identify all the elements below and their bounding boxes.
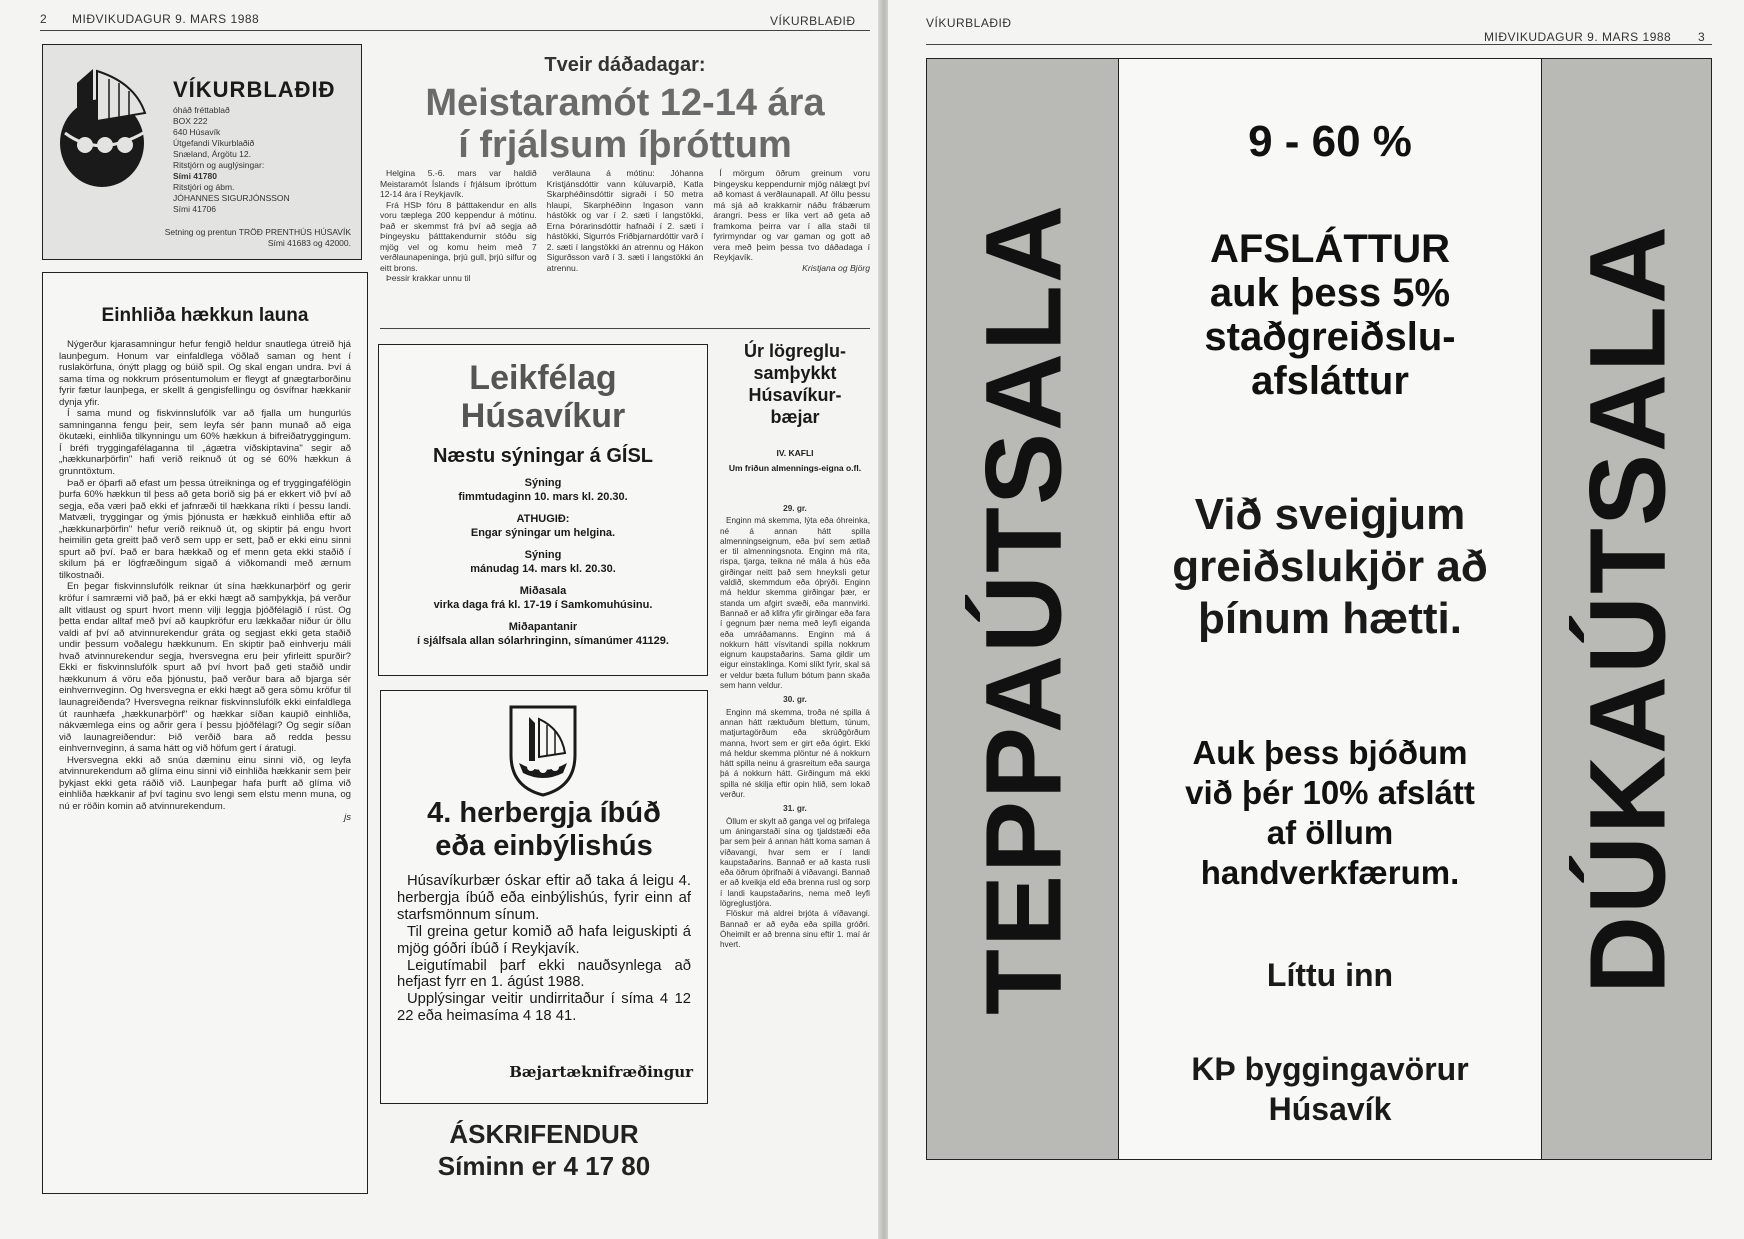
chapter-number: IV. KAFLI (776, 448, 814, 458)
leikfelag-ad (378, 344, 708, 676)
section-text: Flöskur má aldrei brjóta á víðavangi. Bannað er að eyða eða spilla gróðri. Óheimilt er að brenna sinu eftir 1. maí ár hvert. (720, 909, 870, 950)
editorial-paragraph: En þegar fiskvinnslufólk reiknar út sína hækkunarþörf og gerir kröfur í samræmi við það, þá er ekki hægt að samþykkja, þá verður allt vitlaust og spurt hvort menn vilji leggja þjóðfélagið í rúst. Og þetta endar alltaf með því að kaupkröfur eru lækkaðar niður úr öllu valdi af því að atvinnurekendur gráta og segjast ekki geta staðið undir þessum voðalegu hækkunum. En skiptir það einhverju máli hvað atvinnurekendur segja, hversvegna eru þeir yfirleitt spurðir? Ekki er fiskvinnslufólk spurt að því hvort það geti staðið undir hækkunum á vöru eða þjónustu, það verður bara að bjarga sér einhvernveginn. Og hversvegna er ekki hægt að gera sömu kröfur til launagreiðenda? Hversvegna reiknar fiskvinnslufólk ekki einfaldlega út raunhæfa „hækkunarþörf" og hækkar síðan kaupið einhliða, nákvæmlega eins og aðrir gera í þessu þjóðfélagi? Og segir síðan við launagreiðendur: Þið verðið bara að redda þessu einhvernveginn, á sama hátt og við höfum gert í áratugi. (59, 581, 351, 755)
ticket-sales-text: virka daga frá kl. 17-19 í Samkomuhúsinu. (433, 599, 653, 611)
payment-line: greiðslukjör að (1172, 542, 1488, 591)
header-rule (926, 44, 1712, 45)
show-date: mánudag 14. mars kl. 20.30. (470, 563, 616, 575)
subscribers-phone: Síminn er 4 17 80 (437, 1151, 651, 1181)
tools-line: af öllum (1266, 814, 1394, 851)
section-text: Enginn má skemma, troða né spilla á annan hátt ræktuðum blettum, túnum, matjurtagörðum eða skrúðgörðum manna, hvort sem er girt eða ógirt. Ekki má heldur skemma plöntur né á nokkurn hátt spilla neinu á grasreitum eða saurga þá á nokkurn hátt. Girðingum má ekki spilla né skilja eftir opin hlið, sem lokað verður. (720, 707, 870, 800)
section-text: Enginn má skemma, lýta eða óhreinka, né á annan hátt spilla almenningseignum, eða því sem ætlað er til almenningsnota. Enginn má rita, rispa, tjarga, teikna né mála á hús eða girðingar neitt það sem hneyksli getur valdið, skemmdum eða óþrýði. Enginn má heldur skemma girðingar þær, er standa um afgirt svæði, eða mannvirki. Bannað er að klifra yfir girðingar eða fara í gegnum þær nema með leyfi eiganda eða umráðamanns. Enginn má á nokkurn hátt vísvitandi spilla nokkrum eignum kaupstaðarins. Sama gildir um eigur einstaklinga. Komi slíkt fyrir, skal sá er veldur bæta fullum bótum þann skaða sem hann veldur. (720, 516, 870, 691)
discount-line: auk þess 5% (1209, 271, 1451, 315)
town-crest-icon (505, 703, 581, 797)
housing-paragraph: Leigutímabil þarf ekki nauðsynlega að hefjast fyrr en 1. ágúst 1988. (397, 957, 691, 991)
editorial-paragraph: Það er óþarfi að efast um þessa útreikninga og ef tryggingafélögin þurfa 60% hækkun til þess að geta borið sig þá er ekkert við því að segja, eða væri það ekki ef jafnræði til hækkana ríkti í þessu landi. Matvæli, tryggingar og ýmis þjónusta er hækkuð einhliða eftir að „hækkunarþörfin" hefur verið reiknuð út, og skiptir þá engu hvort heimilin geta greitt það verð sem upp er sett, það er ekki einu sinni spurt að því. Það er bara hækkað og ef menn geta ekki staðið í skilum þá er lögfræðingum sigað á viðkomandi með ærnum tilkostnaði. (59, 477, 351, 581)
header-rule (40, 30, 870, 31)
section-text: Öllum er skylt að ganga vel og þrifalega um áningarstaði sína og tjaldstæði eða þar sem þeir á annan hátt koma saman á víðavangi, hvar sem er í landi kaupstaðarins. Bannað er að kasta rusli eða öðrum óþrifnaði á víðavangi. Bannað er að kveikja eld eða brenna rusl og sorp í landi kaupstaðarins, nema með leyfi lögreglustjóra. (720, 816, 870, 908)
carpet-sale-panel (927, 59, 1119, 1159)
headline-line: í frjálsum íþróttum (458, 124, 792, 166)
ticket-sales-label: Miðasala (519, 585, 567, 597)
police-bylaw-title-line: samþykkt (753, 363, 837, 383)
flooring-sale-text: DÚKAÚTSALA (1566, 224, 1687, 994)
article-body (380, 168, 870, 284)
printer-line: Setning og prentun TRÖÐ PRENTHÚS HÚSAVÍK (164, 227, 351, 237)
page-paper-name: VÍKURBLAÐIÐ (926, 16, 1012, 30)
masthead-line: Snæland, Árgötu 12. (173, 149, 251, 159)
police-bylaw-title-line: bæjar (770, 407, 820, 427)
notice-text: Engar sýningar um helgina. (470, 527, 616, 539)
article-rule (380, 328, 870, 329)
masthead-line: BOX 222 (173, 116, 208, 126)
housing-signature: Bæjartæknifræðingur (509, 1063, 693, 1081)
page-date: MIÐVIKUDAGUR 9. MARS 1988 (72, 12, 260, 26)
article-column (380, 168, 537, 284)
housing-title (381, 797, 707, 863)
tools-line: Auk þess bjóðum (1192, 734, 1468, 771)
housing-title-line: 4. herbergja íbúð (427, 797, 661, 829)
housing-paragraph: Til greina getur komið að hafa leiguskipti á mjög góðri íbúð í Reykjavík. (397, 923, 691, 957)
tools-offer (1119, 733, 1541, 893)
tools-line: handverkfærum. (1200, 854, 1460, 891)
article-paragraph: Frá HSÞ fóru 8 þátttakendur en alls voru tæplega 200 keppendur á mótinu. Það er skemmst frá því að segja að Þingeysku þátttakendurnir stóðu sig mjög vel og komu heim með 7 verðlaunapeninga, þrjú gull, þrjú silfur og eitt brons. (380, 199, 537, 273)
leikfelag-title-line: Leikfélag (469, 359, 617, 397)
article-paragraph: Helgina 5.-6. mars var haldið Meistaramót Íslands í frjálsum íþróttum 12-14 ára í Reykjavík. (380, 168, 537, 199)
carpet-sale-text: TEPPAÚTSALA (962, 202, 1083, 1016)
editorial-box (42, 272, 368, 1194)
housing-body (397, 873, 691, 1025)
editorial-signature: js (344, 812, 351, 824)
subscribers-notice (380, 1118, 708, 1182)
masthead-line: Sími 41780 (173, 171, 217, 181)
store-line: Húsavík (1268, 1091, 1392, 1127)
masthead-printer (63, 227, 351, 249)
police-bylaw-title-line: Húsavíkur- (748, 385, 842, 405)
discount-line: afsláttur (1251, 359, 1409, 403)
article-signature: Kristjana og Björg (802, 262, 871, 273)
editorial-paragraph: Í sama mund og fiskvinnslufólk var að fjalla um hungurlús samninganna fengu þeir, sem leyfa sér þann munað að eiga ökutæki, einhliða tilkynningu um 60% hækkun á bifreiðatryggingum. Í bréfi tryggingafélaganna til „ágætra viðskiptavina" segir að „hækkunarþörfin" hafi verið reiknuð út og sé 60% hækkun á grunntöxtum. (59, 408, 351, 478)
page-number: 3 (1698, 30, 1706, 44)
reservation-text: í sjálfsala allan sólarhringinn, símanúmer 41129. (417, 635, 669, 647)
police-bylaw-title (720, 340, 870, 428)
editorial-body (59, 339, 351, 824)
visit-invite: Líttu inn (1266, 957, 1394, 993)
subscribers-title: ÁSKRIFENDUR (449, 1119, 639, 1149)
store-name (1119, 1049, 1541, 1129)
housing-ad (380, 690, 708, 1104)
article-paragraph: Í mörgum öðrum greinum voru Þingeysku keppendurnir mjög nálægt því að komast á verðlaunapall. Af öllu þessu má sjá að krakkarnir náðu frábærum árangri. Þess er líka vert að geta að framkoma þeirra var í alla staði til fyrirmyndar og var gaman og gott að vera með þeim þessa tvo dáðadaga í Reykjavík. (713, 168, 871, 262)
store-line: KÞ byggingavörur (1191, 1051, 1469, 1087)
article-column (713, 168, 870, 284)
police-bylaw-chapter (720, 448, 870, 474)
right-page (888, 0, 1744, 1239)
masthead (42, 44, 362, 260)
sale-details (1119, 59, 1541, 1159)
housing-paragraph: Upplýsingar veitir undirritaður í síma 4 12 22 eða heimasíma 4 18 41. (397, 991, 691, 1025)
masthead-title: VÍKURBLAÐIÐ (173, 77, 336, 102)
article-paragraph: verðlauna á mótinu: Jóhanna Kristjánsdóttir vann kúluvarpið, Katla Skarphéðinsdóttir sigraði í 50 metra hlaupi, Skarphéðinn Ingason vann hástökk og var í 2. sæti í langstökki, Erna Þórarinsdóttir hafnaði í 2. sæti í hástökki, Sigurrós Friðbjarnardóttir varð í 2. sæti í langstökki án atrennu og Hákon Sigurðsson varð í 3. sæti í langstökki án atrennu. (546, 168, 704, 273)
show-label: Sýning (524, 477, 562, 489)
section-number: 30. gr. (783, 695, 807, 705)
article-headline (380, 82, 870, 166)
masthead-line: JÓHANNES SIGURJÓNSSON (173, 193, 290, 203)
leikfelag-title-line: Húsavíkur (460, 397, 626, 435)
page-date: MIÐVIKUDAGUR 9. MARS 1988 (1484, 30, 1672, 44)
masthead-line: óháð fréttablað (173, 105, 230, 115)
masthead-line: Útgefandi Víkurblaðið (173, 138, 255, 148)
flooring-sale-panel (1541, 59, 1711, 1159)
article-column (547, 168, 704, 284)
section-number: 29. gr. (783, 504, 807, 513)
leikfelag-title (379, 359, 707, 435)
viking-ship-logo (57, 61, 167, 191)
payment-line: Við sveigjum (1194, 490, 1466, 539)
editorial-paragraph: Nýgerður kjarasamningur hefur fengið heldur snautlega útreið hjá launþegum. Honum var einfaldlega vöðlað saman og hent í ruslakörfuna, ónýtt plagg og búið spil. Og skal engan undra. Því á sama tíma og nokkrum prósentumolum er fleygt af gnægtarborðinu fyrir fætur launþega, er skellt á gengisfellingu og ósvífnar hækkanir dynja yfir. (59, 339, 351, 408)
leikfelag-next-shows: Næstu sýningar á GÍSL (432, 445, 654, 467)
page-paper-name: VÍKURBLAÐIÐ (770, 14, 856, 28)
article-paragraph: Þessir krakkar unnu til (386, 273, 471, 283)
payment-terms (1119, 489, 1541, 645)
editorial-paragraph: Hversvegna ekki að snúa dæminu einu sinni við, og leyfa atvinnurekendum að glíma einu sinni við einhliða hækkanir sem þeir þykjast ekki geta ráðið við. Launþegar hafa þurft að glíma við einhliða hækkanir af því taginu svo lengi sem elstu menn muna, og nú er röðin komin að atvinnurekendum. (59, 754, 351, 812)
discount-line: staðgreiðslu- (1204, 315, 1456, 359)
sale-advertisement (926, 58, 1712, 1160)
masthead-info (173, 105, 290, 215)
printer-phone: Sími 41683 og 42000. (267, 238, 351, 248)
discount-line: AFSLÁTTUR (1210, 227, 1450, 271)
article-kicker: Tveir dáðadagar: (544, 54, 706, 76)
housing-paragraph: Húsavíkurbær óskar eftir að taka á leigu 4. herbergja íbúð eða einbýlishús, fyrir einn af starfsmönnum sínum. (397, 873, 691, 923)
masthead-line: Sími 41706 (173, 204, 216, 214)
reservation-label: Miðapantanir (508, 621, 578, 633)
section-number: 31. gr. (783, 804, 807, 814)
police-bylaw-body (720, 500, 870, 950)
payment-line: þínum hætti. (1198, 594, 1462, 643)
masthead-line: Ritstjórn og auglýsingar: (173, 160, 265, 170)
show-label: Sýning (524, 549, 562, 561)
police-bylaw-title-line: Úr lögreglu- (744, 341, 846, 361)
page-number: 2 (40, 12, 48, 26)
housing-title-line: eða einbýlishús (435, 830, 653, 862)
masthead-line: 640 Húsavík (173, 127, 221, 137)
discount-range: 9 - 60 % (1248, 117, 1412, 166)
tools-line: við þér 10% afslátt (1185, 774, 1475, 811)
editorial-title: Einhliða hækkun launa (101, 305, 309, 326)
discount-block (1119, 227, 1541, 403)
masthead-line: Ritstjóri og ábm. (173, 182, 235, 192)
headline-line: Meistaramót 12-14 ára (425, 82, 825, 124)
chapter-title: Um friðun almennings-eigna o.fl. (728, 463, 862, 473)
show-date: fimmtudaginn 10. mars kl. 20.30. (458, 491, 628, 503)
notice-label: ATHUGIÐ: (516, 513, 570, 525)
